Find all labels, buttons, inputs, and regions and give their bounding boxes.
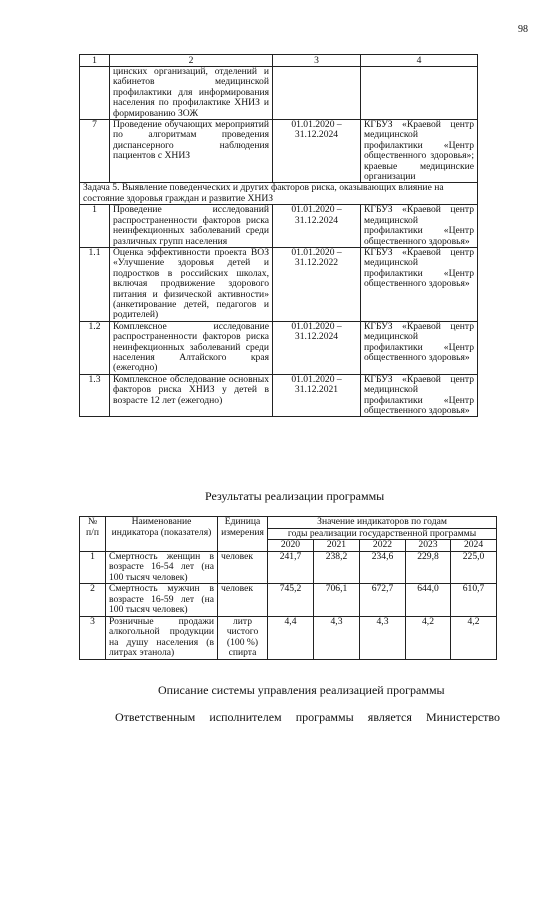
measure-executor: КГБУЗ «Краевой центр медицинской профилактики «Центр общественного здоровья» <box>361 247 478 321</box>
header-years-caption: годы реализации государственной программы <box>268 528 497 540</box>
year-header: 2023 <box>406 540 451 552</box>
row-number: 2 <box>80 584 106 617</box>
results-heading: Результаты реализации программы <box>205 489 385 503</box>
body-paragraph: Ответственным исполнителем программы является Министерство <box>115 710 500 724</box>
measure-period <box>273 67 361 120</box>
measure-description: цинских организаций, отделений и кабинетов медицинской профилактики для информирования населения по профилактике ХНИЗ и формированию ЗОЖ <box>110 67 273 120</box>
table-row <box>80 247 478 321</box>
indicator-name: Смертность мужчин в возрасте 16-59 лет (на 100 тысяч человек) <box>106 584 218 617</box>
measure-executor: КГБУЗ «Краевой центр медицинской профилактики «Центр общественного здоровья»; краевые медицинские организации <box>361 120 478 183</box>
indicator-unit: человек <box>218 551 268 584</box>
indicator-value: 4,2 <box>451 616 497 659</box>
year-header: 2022 <box>360 540 406 552</box>
header-cell: 4 <box>361 55 478 67</box>
row-number: 1.3 <box>80 374 110 417</box>
table-row <box>80 205 478 248</box>
measure-description: Проведение исследований распространенности факторов риска неинфекционных заболеваний среди различных групп населения <box>110 205 273 248</box>
measures-table <box>79 54 478 417</box>
table-row <box>80 616 497 659</box>
indicator-value: 4,3 <box>314 616 360 659</box>
header-cell: 3 <box>273 55 361 67</box>
management-heading: Описание системы управления реализацией программы <box>158 683 445 697</box>
task-5-title: Задача 5. Выявление поведенческих и других факторов риска, оказывающих влияние на состояние здоровья граждан и развитие ХНИЗ <box>80 183 478 205</box>
indicator-value: 706,1 <box>314 584 360 617</box>
indicator-unit: человек <box>218 584 268 617</box>
header-num: № п/п <box>80 517 106 552</box>
indicator-value: 225,0 <box>451 551 497 584</box>
indicator-value: 238,2 <box>314 551 360 584</box>
measure-period: 01.01.2020 – 31.12.2022 <box>273 247 361 321</box>
header-cell: 1 <box>80 55 110 67</box>
header-indicator-name: Наименование индикатора (показателя) <box>106 517 218 552</box>
indicator-value: 241,7 <box>268 551 314 584</box>
task-row <box>80 183 478 205</box>
indicator-value: 610,7 <box>451 584 497 617</box>
measure-description: Проведение обучающих мероприятий по алгоритмам проведения диспансерного наблюдения пациентов с ХНИЗ <box>110 120 273 183</box>
measure-executor: КГБУЗ «Краевой центр медицинской профилактики «Центр общественного здоровья» <box>361 321 478 374</box>
indicator-value: 745,2 <box>268 584 314 617</box>
measure-description: Комплексное исследование распространенности факторов риска неинфекционных заболеваний среди населения Алтайского края (ежегодно) <box>110 321 273 374</box>
row-number <box>80 67 110 120</box>
measure-period: 01.01.2020 – 31.12.2021 <box>273 374 361 417</box>
table-header-row <box>80 517 497 529</box>
header-unit: Единица измерения <box>218 517 268 552</box>
indicator-name: Смертность женщин в возрасте 16-54 лет (на 100 тысяч человек) <box>106 551 218 584</box>
measure-description: Оценка эффективности проекта ВОЗ «Улучшение здоровья детей и подростков в российских школах, включая продвижение здорового питания и физической активности» (анкетирование детей, педагогов и родителей) <box>110 247 273 321</box>
row-number: 1 <box>80 205 110 248</box>
measure-period: 01.01.2020 – 31.12.2024 <box>273 120 361 183</box>
row-number: 7 <box>80 120 110 183</box>
table-header-row <box>80 55 478 67</box>
header-cell: 2 <box>110 55 273 67</box>
year-header: 2020 <box>268 540 314 552</box>
table-row <box>80 584 497 617</box>
table-row <box>80 67 478 120</box>
row-number: 1.1 <box>80 247 110 321</box>
year-header: 2024 <box>451 540 497 552</box>
indicator-value: 4,4 <box>268 616 314 659</box>
measure-executor <box>361 67 478 120</box>
table-row <box>80 551 497 584</box>
indicator-value: 229,8 <box>406 551 451 584</box>
measure-period: 01.01.2020 – 31.12.2024 <box>273 321 361 374</box>
year-header: 2021 <box>314 540 360 552</box>
indicator-value: 672,7 <box>360 584 406 617</box>
measure-executor: КГБУЗ «Краевой центр медицинской профилактики «Центр общественного здоровья» <box>361 374 478 417</box>
measure-executor: КГБУЗ «Краевой центр медицинской профилактики «Центр общественного здоровья» <box>361 205 478 248</box>
indicator-value: 4,3 <box>360 616 406 659</box>
page-number: 98 <box>518 24 528 35</box>
indicator-unit: литр чистого (100 %) спирта <box>218 616 268 659</box>
header-values: Значение индикаторов по годам <box>268 517 497 529</box>
table-row <box>80 321 478 374</box>
indicator-value: 4,2 <box>406 616 451 659</box>
indicator-value: 644,0 <box>406 584 451 617</box>
indicator-value: 234,6 <box>360 551 406 584</box>
table-row <box>80 374 478 417</box>
row-number: 3 <box>80 616 106 659</box>
row-number: 1.2 <box>80 321 110 374</box>
indicator-name: Розничные продажи алкогольной продукции на душу населения (в литрах этанола) <box>106 616 218 659</box>
measure-period: 01.01.2020 – 31.12.2024 <box>273 205 361 248</box>
measure-description: Комплексное обследование основных факторов риска ХНИЗ у детей в возрасте 12 лет (ежегодно) <box>110 374 273 417</box>
row-number: 1 <box>80 551 106 584</box>
table-row <box>80 120 478 183</box>
indicators-table <box>79 516 497 660</box>
